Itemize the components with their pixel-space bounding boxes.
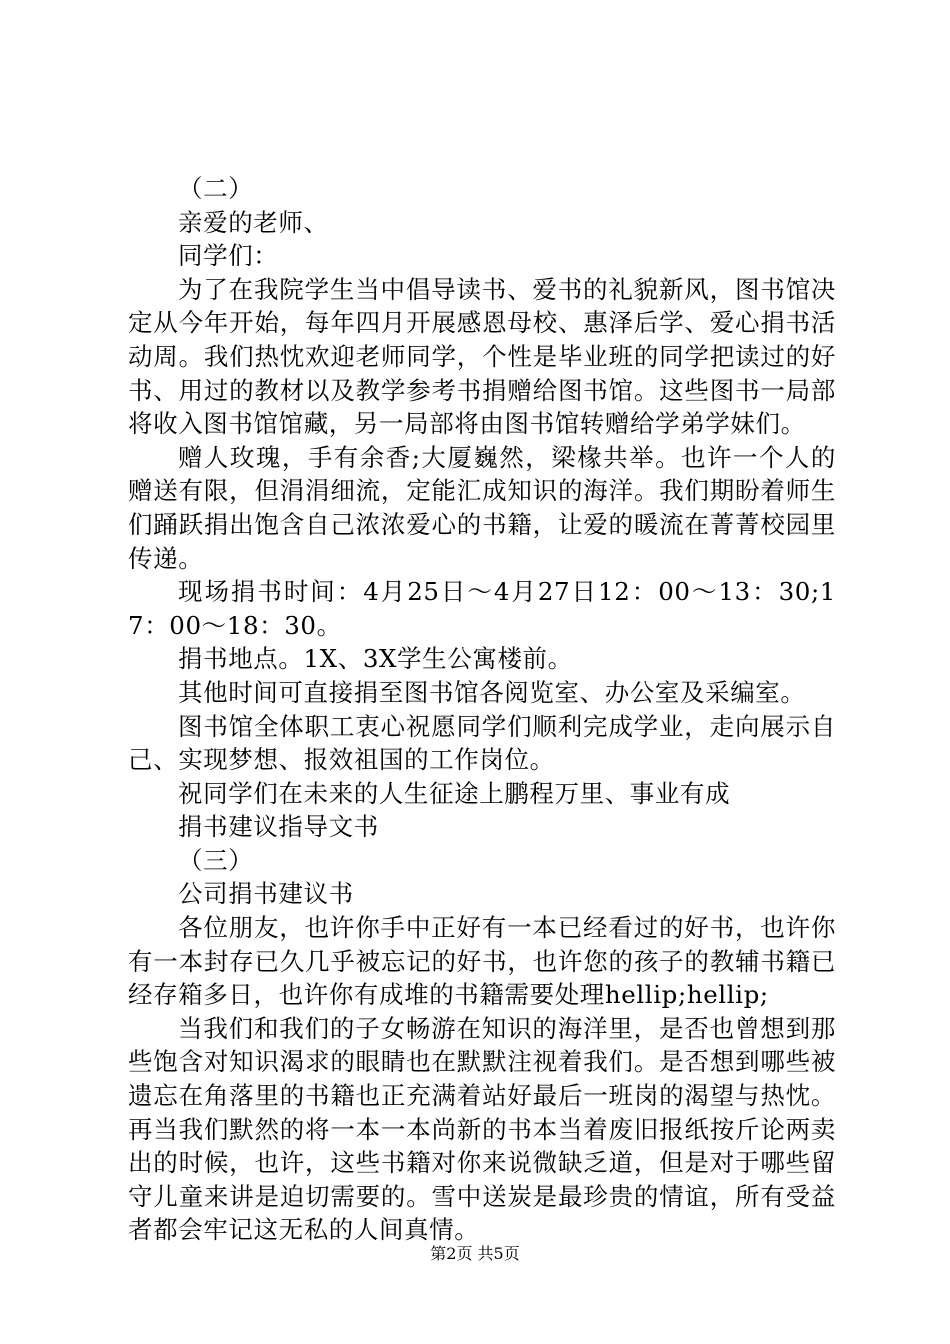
body-paragraph: 赠人玫瑰，手有余香;大厦巍然，梁椽共举。也许一个人的赠送有限，但涓涓细流，定能汇成知识的海洋。我们期盼着师生们踊跃捐出饱含自己浓浓爱心的书籍，让爱的暖流在菁菁校园里传递。 bbox=[128, 442, 836, 573]
section-title: 公司捐书建议书 bbox=[178, 879, 354, 909]
body-paragraph: 各位朋友，也许你手中正好有一本已经看过的好书，也许你有一本封存已久几乎被忘记的好书，也许您的孩子的教辅书籍已经存箱多日，也许你有成堆的书籍需要处理hellip;hellip; bbox=[128, 913, 836, 1010]
salutation-teachers: 亲爱的老师、 bbox=[178, 207, 329, 237]
section-number-three: （三） bbox=[178, 845, 254, 875]
salutation-students: 同学们： bbox=[178, 241, 279, 271]
document-body bbox=[128, 172, 836, 1247]
section-number-two: （二） bbox=[178, 174, 254, 203]
donation-location: 捐书地点。1X、3X学生公寓楼前。 bbox=[178, 644, 573, 674]
donation-time: 现场捐书时间：4月25日～4月27日12：00～13：30;17：00～18：30。 bbox=[128, 577, 836, 640]
closing-wish: 祝同学们在未来的人生征途上鹏程万里、事业有成 bbox=[178, 778, 731, 808]
body-paragraph: 当我们和我们的子女畅游在知识的海洋里，是否也曾想到那些饱含对知识渴求的眼睛也在默默注视着我们。是否想到哪些被遗忘在角落里的书籍也正充满着站好最后一班岗的渴望与热忱。再当我们默然的将一本一本尚新的书本当着废旧报纸按斤论两卖出的时候，也许，这些书籍对你来说微缺乏道，但是对于哪些留守儿童来讲是迫切需要的。雪中送炭是最珍贵的情谊，所有受益者都会牢记这无私的人间真情。 bbox=[128, 1013, 836, 1245]
page-footer: 第2页 共5页 bbox=[430, 1244, 520, 1263]
other-time-note: 其他时间可直接捐至图书馆各阅览室、办公室及采编室。 bbox=[178, 677, 806, 707]
body-paragraph: 图书馆全体职工衷心祝愿同学们顺利完成学业，走向展示自己、实现梦想、报效祖国的工作岗位。 bbox=[128, 711, 836, 775]
body-paragraph: 为了在我院学生当中倡导读书、爱书的礼貌新风，图书馆决定从今年开始，每年四月开展感恩母校、惠泽后学、爱心捐书活动周。我们热忱欢迎老师同学，个性是毕业班的同学把读过的好书、用过的教材以及教学参考书捐赠给图书馆。这些图书一局部将收入图书馆馆藏，另一局部将由图书馆转赠给学弟学妹们。 bbox=[128, 274, 836, 439]
document-heading: 捐书建议指导文书 bbox=[178, 812, 379, 842]
